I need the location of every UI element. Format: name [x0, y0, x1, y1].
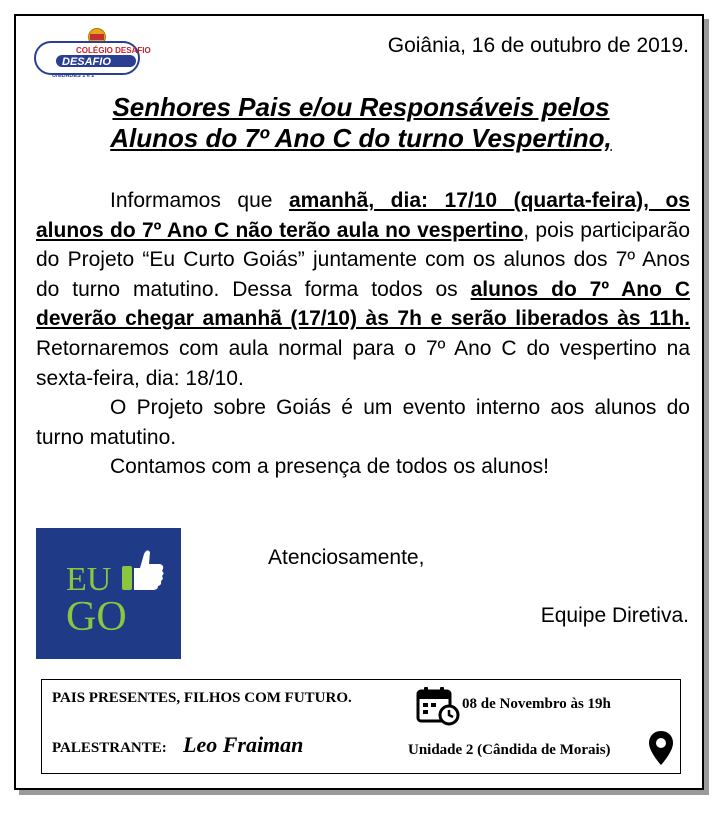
- svg-text:DESAFIO: DESAFIO: [62, 56, 111, 68]
- body-emphasis-no-class: amanhã, dia: 17/10 (quarta-feira), os alunos do 7º Ano C não terão aula no vespertino: [36, 189, 690, 242]
- svg-text:COLÉGIO DESAFIO: COLÉGIO DESAFIO: [76, 46, 151, 55]
- body-text-segment: Informamos que: [110, 189, 289, 212]
- eu-go-logo: [36, 528, 181, 659]
- calendar-clock-icon: [416, 686, 460, 726]
- heading-line-2: Alunos do 7º Ano C do turno Vespertino,: [110, 123, 612, 153]
- event-place: Unidade 2 (Cândida de Morais): [408, 742, 611, 758]
- body-text-segment: , pois participarão do Projeto “Eu Curto Goiás” juntamente com os alunos dos 7º Anos do turno matutino. Dessa forma todos os: [36, 218, 690, 301]
- speaker-name: Leo Fraiman: [183, 732, 304, 757]
- body-paragraph-3: Contamos com a presença de todos os alunos!: [110, 455, 549, 479]
- svg-text:UNIDADES 1 e 2: UNIDADES 1 e 2: [52, 73, 95, 79]
- body-emphasis-schedule: alunos do 7º Ano C deverão chegar amanhã (17/10) às 7h e serão liberados às 11h.: [36, 277, 690, 331]
- svg-text:EU: EU: [66, 561, 112, 598]
- speaker-label: PALESTRANTE:: [52, 740, 167, 756]
- body-text-segment: Retornaremos com aula normal para o 7º Ano C do vespertino na sexta-feira, dia: 18/10.: [36, 336, 690, 390]
- heading-line-1: Senhores Pais e/ou Responsáveis pelos: [112, 92, 610, 122]
- letter-body: [36, 186, 690, 482]
- event-date: 08 de Novembro às 19h: [462, 696, 611, 712]
- svg-text:GO: GO: [66, 594, 127, 640]
- body-paragraph-2: O Projeto sobre Goiás é um evento interno aos alunos do turno matutino.: [36, 396, 690, 449]
- banner-slogan: PAIS PRESENTES, FILHOS COM FUTURO.: [52, 690, 352, 706]
- closing-salutation: Atenciosamente,: [268, 546, 425, 569]
- location-pin-icon: [648, 730, 674, 766]
- thumbs-up-icon: [122, 550, 164, 590]
- body-paragraph-1: [36, 186, 690, 393]
- lecture-banner: [41, 679, 681, 774]
- school-logo: [34, 28, 151, 84]
- letter-date: Goiânia, 16 de outubro de 2019.: [387, 34, 689, 57]
- letter-heading: [16, 92, 706, 154]
- notice-frame: [14, 14, 704, 790]
- signature-team: Equipe Diretiva.: [540, 604, 689, 627]
